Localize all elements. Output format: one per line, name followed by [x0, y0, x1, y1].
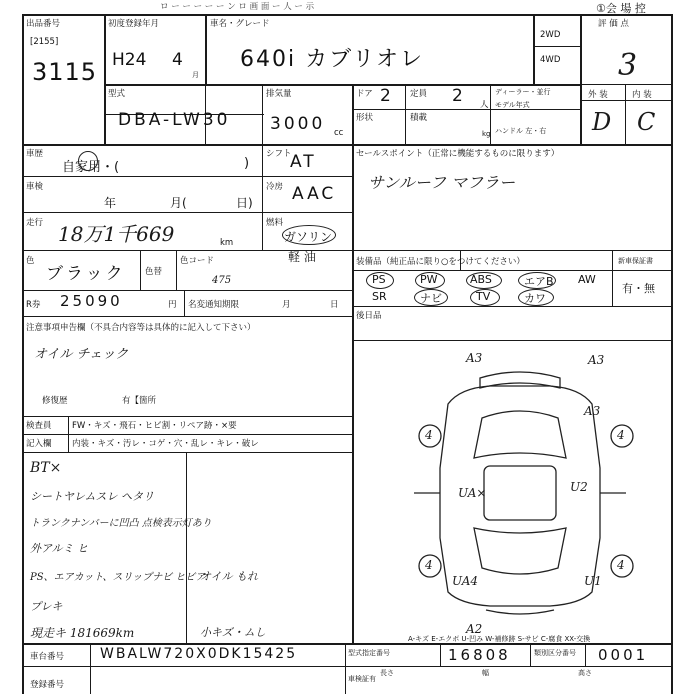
- registration-month-unit: 月: [192, 71, 199, 79]
- diagram-mark-2: A3: [588, 353, 605, 367]
- inspection-month: 月(: [170, 196, 187, 210]
- displacement-label: 排気量: [266, 89, 292, 99]
- lower-note-bottom-left: 現走キ 181669km: [30, 626, 135, 640]
- model-year-label: モデル年式: [495, 101, 530, 109]
- height-label: 高さ: [578, 669, 592, 677]
- model-label: 型式: [108, 89, 126, 99]
- inspector-label: 検査員: [26, 421, 52, 431]
- name-change-day: 日: [330, 300, 339, 310]
- lot-number: 3115: [32, 58, 98, 86]
- venue-label: ①会 場 控: [596, 2, 646, 15]
- lower-note-bottom-right: 小キズ・ムし: [200, 626, 266, 639]
- exterior-grade: D: [592, 108, 612, 136]
- note-line-2: シートヤレムスレ へタリ: [30, 490, 154, 503]
- handle-label: ハンドル 左・右: [495, 127, 547, 135]
- registration-era: H24: [112, 50, 147, 70]
- chassis-label: 車台番号: [30, 652, 65, 662]
- history-circle-mark: [78, 151, 98, 171]
- exterior-label: 外 装: [588, 90, 608, 100]
- notes-label: 注意事項申告欄（不具合内容等は具体的に記入して下さい）: [26, 323, 256, 333]
- shift-value: AT: [290, 152, 317, 172]
- length-label: 長さ: [380, 669, 394, 677]
- equipment-navi: ナビ: [420, 292, 442, 305]
- doors-label: ドア: [356, 89, 373, 99]
- equipment-pw-circle: [415, 272, 445, 289]
- inspector-row2: 内装・キズ・汚レ・コゲ・穴・乱レ・キレ・破レ: [72, 439, 259, 449]
- dealer-label: ディーラー・並行: [495, 88, 551, 96]
- warranty-value: 有・無: [622, 282, 655, 295]
- inspector-row1: FW・キズ・飛石・ヒビ割・リペア跡・×要: [72, 421, 237, 431]
- equipment-abs-circle: [466, 272, 502, 289]
- top-header-text: ロ ー ー ー ー ー ン ロ 画 面 ー 人 ー 示: [160, 2, 315, 12]
- type-designation-value: 16808: [448, 646, 511, 664]
- width-label: 幅: [482, 669, 489, 677]
- car-name: 640i カブリオレ: [240, 47, 424, 72]
- inspector-entry-label: 記入欄: [26, 439, 52, 449]
- registration-label: 初度登録年月: [108, 19, 160, 29]
- diagram-mark-5: 4: [617, 428, 625, 442]
- evaluation-label: 評 価 点: [598, 19, 629, 29]
- equipment-aw: AW: [578, 273, 596, 286]
- equipment-tv-circle: [470, 289, 500, 306]
- diagram-mark-8: 4: [425, 558, 433, 572]
- equipment-sr: SR: [372, 290, 387, 303]
- note-line-3: トランクナンバーに凹凸 点検表示灯あり: [30, 518, 212, 529]
- diagram-mark-11: U1: [584, 574, 602, 588]
- class-label: 類別区分番号: [534, 649, 576, 657]
- equipment-navi-circle: [414, 289, 448, 306]
- name-change-label: 名変通知期限: [188, 300, 240, 310]
- recycle-label: R券: [26, 300, 41, 310]
- class-value: 0001: [598, 646, 649, 664]
- history-label: 車歴: [26, 149, 44, 159]
- recycle-unit: 円: [168, 300, 177, 310]
- damage-legend: A-キズ E-エクボ U-凹み W-補修跡 S-サビ C-腐食 XX-交換: [408, 635, 591, 643]
- color-code: 475: [212, 275, 232, 286]
- equipment-label: 装備品（純正品に限り○をつけてください）: [356, 257, 525, 267]
- fuel-circle-mark: [282, 225, 336, 245]
- diagram-mark-7: U2: [570, 480, 588, 494]
- chassis-value: WBALW720X0DK15425: [100, 646, 298, 662]
- windshield-shape: [474, 411, 566, 458]
- shape-label: 形状: [356, 113, 374, 123]
- model-value: DBA-LW30: [118, 110, 231, 130]
- diagram-mark-4: 4: [425, 428, 433, 442]
- lower-note-right-1: オイル もれ: [200, 570, 258, 583]
- evaluation-score: 3: [618, 48, 638, 83]
- equipment-ps: PS: [372, 273, 386, 286]
- color-change-label: 色替: [145, 267, 163, 277]
- lot-code: [2155]: [30, 37, 59, 47]
- doors-value: 2: [380, 86, 394, 106]
- capacity-value: 2: [452, 86, 466, 106]
- registration-number-label: 登録番号: [30, 680, 65, 690]
- equipment-ps-circle: [366, 272, 394, 289]
- equipment-airbag-circle: [518, 272, 556, 289]
- note-line-4: 外アルミ ヒ: [30, 542, 89, 555]
- fuel-diesel: 軽 油: [288, 250, 316, 264]
- capacity-unit: 人: [480, 100, 489, 110]
- color-label: 色: [26, 256, 35, 266]
- equipment-pw: PW: [420, 273, 438, 286]
- lot-label: 出品番号: [26, 19, 61, 29]
- inspection-day: 日): [236, 196, 253, 210]
- type-designation-label: 型式指定番号: [348, 649, 390, 657]
- equipment-leather-circle: [518, 289, 554, 306]
- mileage-value: 18万1千669: [58, 222, 175, 246]
- registration-month: 4: [172, 50, 183, 70]
- displacement-value: 3000: [270, 114, 326, 134]
- displacement-unit: cc: [334, 128, 344, 138]
- diagram-mark-9: 4: [617, 558, 625, 572]
- lower-note-left-1: PS、エアカット、スリップナビ ヒビア: [30, 572, 206, 583]
- diagram-mark-6: UA×: [458, 486, 487, 500]
- repair-history-label: 修復歴: [42, 396, 68, 406]
- diagram-mark-3: A3: [584, 404, 601, 418]
- diagram-mark-10: UA4: [452, 574, 479, 588]
- color-code-label: 色コード: [180, 256, 215, 266]
- selling-points-value: サンルーフ マフラー: [368, 173, 516, 192]
- fuel-label: 燃料: [266, 218, 284, 228]
- note-line-1: BT×: [30, 460, 62, 476]
- repair-history-value: 有【箇所: [122, 396, 157, 406]
- load-kg: kg: [482, 130, 491, 138]
- color-value: ブラック: [46, 264, 126, 284]
- capacity-label: 定員: [410, 89, 428, 99]
- ac-label: 冷房: [266, 182, 284, 192]
- car-damage-diagram: [400, 348, 640, 630]
- load-label: 積載: [410, 113, 428, 123]
- diagram-mark-12: A2: [466, 622, 483, 636]
- car-name-label: 車名・グレード: [210, 19, 270, 29]
- notes-value: オイル チェック: [34, 347, 129, 362]
- inspection-label: 車検: [26, 182, 44, 192]
- lower-note-left-2: プレキ: [30, 600, 63, 613]
- rear-items-label: 後日品: [356, 311, 382, 321]
- shift-label: シフト: [266, 149, 292, 159]
- recycle-value: 25090: [60, 292, 123, 310]
- equipment-tv: TV: [476, 290, 491, 303]
- equipment-abs: ABS: [470, 273, 492, 286]
- roof-shape: [484, 466, 556, 520]
- diagram-mark-1: A3: [466, 351, 483, 365]
- interior-grade: C: [637, 108, 656, 136]
- rear-window-shape: [474, 528, 566, 574]
- equipment-leather: カワ: [524, 292, 546, 305]
- warranty-label: 新車保証書: [618, 257, 653, 265]
- drive-4wd: 4WD: [540, 55, 561, 65]
- mileage-unit: km: [220, 238, 234, 248]
- history-value: 自家用・(: [62, 160, 120, 175]
- cert-label: 車検証有: [348, 675, 376, 683]
- selling-points-label: セールスポイント（正常に機能するものに限ります）: [356, 149, 560, 159]
- drive-2wd: 2WD: [540, 30, 561, 40]
- history-close: ): [244, 156, 250, 171]
- rear-bumper-shape: [486, 610, 554, 614]
- name-change-month: 月: [282, 300, 291, 310]
- ac-value: AAC: [292, 184, 337, 204]
- interior-label: 内 装: [632, 90, 652, 100]
- equipment-airbag: エアB: [524, 275, 554, 288]
- fuel-gasoline: ガソリン: [284, 230, 333, 244]
- inspection-year: 年: [104, 196, 117, 210]
- mileage-label: 走行: [26, 218, 44, 228]
